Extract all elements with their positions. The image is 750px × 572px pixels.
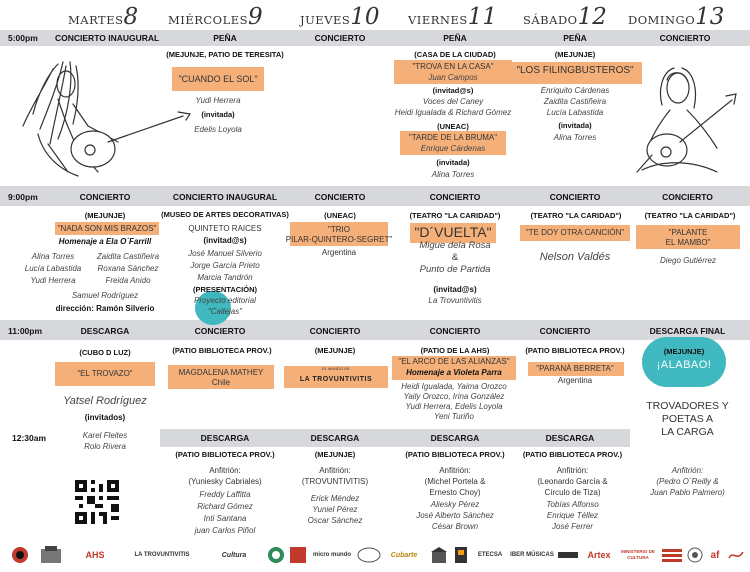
r1-vie-invited-label: (invitad@s): [432, 86, 474, 95]
day-header-domingo: DOMINGO13: [628, 4, 725, 30]
r4-vie-host-2: Ernesto Choy): [429, 488, 481, 497]
r2-header-vie: CONCIERTO: [429, 192, 481, 202]
r2-sab-venue: (TEATRO "LA CARIDAD"): [530, 211, 622, 220]
r2-mie-guest-1: José Manuel Silverio: [188, 249, 262, 258]
r2-dom-venue: (TEATRO "LA CARIDAD"): [644, 211, 736, 220]
r1-sab-venue: (MEJUNJE): [554, 50, 596, 59]
r4-mie-guest-3: Inti Santana: [203, 514, 247, 523]
r1-vie-artist: Juan Campos: [428, 73, 478, 82]
r2-vie-venue: (TEATRO "LA CARIDAD"): [409, 211, 501, 220]
r3-header-sab: CONCIERTO: [539, 326, 591, 336]
r1-header-dom: CONCIERTO: [659, 33, 711, 43]
sponsor-logo-building: [428, 544, 450, 566]
r3-mar-guest-1: Karel Fleites: [82, 431, 128, 440]
r4-vie-guest-1: Aliesky Pérez: [430, 500, 480, 509]
r2-mar-artist-3: Lucía Labastida: [24, 264, 82, 273]
sponsor-logo-red-square: [288, 544, 308, 566]
r2-vie-invited-label: (invitad@s): [433, 285, 477, 294]
sponsor-logo-af: af: [710, 549, 720, 561]
r3-header-mar: DESCARGA: [80, 326, 130, 336]
sponsor-logo-script-red: [726, 544, 746, 566]
r1-mie-artist: Yudi Herrera: [195, 96, 241, 105]
r2-sab-title: "TE DOY OTRA CANCIÓN": [525, 228, 625, 237]
r2-mie-venue: (MUSEO DE ARTES DECORATIVAS): [161, 210, 289, 219]
r2-mar-artist-4: Roxana Sánchez: [97, 264, 159, 273]
r2-header-sab: CONCIERTO: [549, 192, 601, 202]
r4-sab-host-2: Círculo de Tiza): [544, 488, 601, 497]
r2-vie-artist-2: Punto de Partida: [419, 264, 491, 275]
r4-vie-guest-2: José Alberto Sánchez: [416, 511, 494, 520]
day-header-miercoles: MIÉRCOLES9: [168, 4, 263, 30]
r4-header-mie: DESCARGA: [200, 433, 250, 443]
sponsor-logo-script: [356, 544, 382, 566]
r2-header-mie: CONCIERTO INAUGURAL: [172, 192, 278, 202]
r2-dom-artist: Diego Gutiérrez: [659, 256, 717, 265]
r4-sab-host-label: Anfitrión:: [556, 466, 589, 475]
qr-code-icon[interactable]: [75, 480, 119, 524]
r1-mie-title: "CUANDO EL SOL": [178, 74, 258, 84]
r4-mie-host: (Yuniesky Cabriales): [188, 477, 262, 486]
r2-jue-title-1: "TRIO: [328, 225, 350, 234]
r3-mie-venue: (PATIO BIBLIOTECA PROV.): [172, 346, 272, 355]
sponsor-logo-trovuntivitis: LA TROVUNTIVITIS: [134, 552, 190, 558]
sponsor-logo-ibermusicas: IBER MÚSICAS: [510, 552, 554, 558]
r2-dom-title-1: "PALANTE: [668, 228, 708, 237]
r2-jue-title-2: PILAR-QUINTERO-SEGRET": [285, 235, 393, 244]
sponsor-logo-circle-red: [10, 544, 30, 566]
r2-jue-country: Argentina: [321, 248, 357, 257]
r2-mar-subtitle: Homenaje a Ela O´Farrill: [58, 237, 152, 246]
r4-vie-host-1: (Michel Portela &: [424, 477, 486, 486]
sponsor-logo-p: [452, 544, 470, 566]
r3-dom-host-label: Anfitrión:: [671, 466, 704, 475]
r1-sab-member-3: Lucía Labastida: [546, 108, 604, 117]
r3-jue-logo: LA TROVUNTIVITIS: [299, 376, 373, 383]
r2-mar-artist-5: Yudi Herrera: [30, 276, 76, 285]
r3-dom-venue: (MEJUNJE): [663, 347, 705, 356]
sponsor-logo-cubarte: Cubarte: [390, 551, 418, 559]
day-header-viernes: VIERNES11: [408, 4, 498, 30]
r3-mie-title: MAGDALENA MATHEY: [178, 368, 264, 377]
r2-vie-ampersand: &: [451, 252, 459, 263]
sponsor-logo-ahs: AHS: [85, 550, 105, 560]
r1-mie-venue: (MEJUNJE, PATIO DE TERESITA): [166, 50, 284, 59]
r1-sab-guest: Alina Torres: [553, 133, 597, 142]
r1-mie-invited-label: (invitada): [201, 110, 235, 119]
r4-mie-venue: (PATIO BIBLIOTECA PROV.): [175, 450, 275, 459]
r4-jue-host: (TROVUNTIVITIS): [301, 477, 369, 486]
r1-sab-member-2: Zaidita Castiñeira: [543, 97, 607, 106]
r4-sab-host-1: (Leonardo García &: [537, 477, 608, 486]
r1-vie-venue-2: (UNEAC): [437, 122, 469, 131]
r1-vie-invited-label-2: (invitada): [436, 158, 470, 167]
r4-jue-guest-1: Erick Méndez: [310, 494, 360, 503]
r2-header-jue: CONCIERTO: [314, 192, 366, 202]
r3-mar-guest-2: Rolo Rivera: [84, 442, 126, 451]
r3-jue-logo-small: EL MUNDO DE: [322, 366, 350, 371]
r3-mie-country: Chile: [211, 378, 231, 387]
r3-vie-venue: (PATIO DE LA AHS): [420, 346, 490, 355]
r1-sab-member-1: Enriquito Cárdenas: [540, 86, 610, 95]
sponsor-logo-crest: [36, 544, 66, 566]
r3-vie-artist-4: Yeni Turiño: [434, 412, 474, 421]
r2-header-dom: CONCIERTO: [662, 192, 713, 202]
r1-header-vie: PEÑA: [443, 33, 467, 43]
r1-sab-invited-label: (invitada): [558, 121, 592, 130]
r2-dom-title-2: EL MAMBO": [665, 238, 711, 247]
sponsor-logo-etecsa: ETECSA: [477, 552, 503, 558]
day-header-jueves: JUEVES10: [300, 4, 380, 30]
sponsor-logo-stripes: [660, 544, 684, 566]
r4-sab-guest-2: Enrique Téllez: [546, 511, 599, 520]
r2-mie-presentation-label: (PRESENTACIÓN): [192, 285, 258, 294]
r3-sab-country: Argentina: [557, 376, 593, 385]
r2-mie-guest-2: Jorge García Prieto: [190, 261, 260, 270]
r2-mar-artist-6: Freida Anido: [105, 276, 151, 285]
r3-vie-artist-1: Heidi Igualada, Yaima Orozco: [401, 382, 507, 391]
r3-dom-line-2: POETAS A: [661, 413, 714, 425]
r1-header-jue: CONCIERTO: [314, 33, 366, 43]
r4-header-jue: DESCARGA: [310, 433, 360, 443]
r1-vie-title-2: "TARDE DE LA BRUMA": [408, 133, 498, 142]
r3-dom-title: ¡ALABAO!: [656, 359, 712, 371]
r2-mar-artist-1: Alina Torres: [31, 252, 75, 261]
r4-sab-guest-3: José Ferrer: [552, 522, 593, 531]
r3-vie-subtitle: Homenaje a Violeta Parra: [406, 368, 502, 377]
day-header-martes: MARTES8: [68, 4, 139, 30]
sponsor-logo-green-circle: [266, 544, 286, 566]
r2-jue-venue: (UNEAC): [324, 211, 356, 220]
r2-mar-artist-2: Zaidita Castiñeira: [96, 252, 160, 261]
r3-dom-host-2: Juan Pablo Palmero): [650, 488, 725, 497]
r4-mie-host-label: Anfitrión:: [209, 466, 241, 475]
r1-vie-guest-2: Heidi Igualada & Richard Gómez: [394, 108, 512, 117]
day-header-sabado: SÁBADO12: [523, 4, 607, 30]
r1-mie-guest: Edelis Loyola: [194, 125, 242, 134]
r1-header-mar: CONCIERTO INAUGURAL: [55, 33, 160, 43]
r3-mar-title: "EL TROVAZO": [77, 369, 133, 378]
r2-mar-artist-7: Samuel Rodríguez: [71, 291, 139, 300]
sponsor-logo-artex: Artex: [587, 550, 611, 560]
r3-header-dom: DESCARGA FINAL: [649, 326, 726, 336]
r1-vie-title: "TROVA EN LA CASA": [412, 62, 494, 71]
r3-mar-venue: (CUBO D LUZ): [79, 348, 131, 357]
r4-sab-guest-1: Tobías Alfonso: [546, 500, 599, 509]
r1-vie-guest-1: Voces del Caney: [422, 97, 484, 106]
r2-vie-artist-1: Migue dela Rosa: [419, 240, 491, 251]
sponsor-logo-seal: [686, 544, 704, 566]
r3-dom-line-3: LA CARGA: [661, 426, 714, 438]
r3-sab-venue: (PATIO BIBLIOTECA PROV.): [525, 346, 625, 355]
r2-sab-artist: Nelson Valdés: [539, 251, 611, 263]
r1-vie-guest-3: Alina Torres: [431, 170, 475, 179]
time-5pm: 5:00pm: [8, 33, 38, 43]
r3-dom-host-1: (Pedro O´Reilly &: [656, 477, 719, 486]
r3-vie-artist-2: Yaily Orozco, Irina González: [403, 392, 505, 401]
sponsor-logo-band: [556, 544, 580, 566]
r2-mie-guest-3: Marcia Tandrón: [197, 273, 253, 282]
r2-mar-venue: (MEJUNJE): [84, 211, 126, 220]
r4-mie-guest-2: Richard Gómez: [197, 502, 253, 511]
r4-mie-guest-4: juan Carlos Piñol: [194, 526, 256, 535]
r4-mie-guest-1: Freddy Laffitta: [199, 490, 251, 499]
r4-vie-venue: (PATIO BIBLIOTECA PROV.): [405, 450, 505, 459]
r4-jue-guest-2: Yuniel Pérez: [312, 505, 358, 514]
r3-header-vie: CONCIERTO: [429, 326, 481, 336]
r2-mie-invited-label: (invitad@s): [203, 236, 247, 245]
r1-vie-artist-2: Enrique Cárdenas: [420, 144, 486, 153]
r3-vie-artist-3: Yudi Herrera, Edelis Loyola: [405, 402, 503, 411]
time-1230am: 12:30am: [12, 433, 47, 443]
sponsor-logo-cultura: Cultura: [221, 551, 247, 559]
r4-header-vie: DESCARGA: [430, 433, 480, 443]
r1-sab-title: "LOS FILINGBUSTEROS": [516, 65, 634, 76]
r2-mar-director: dirección: Ramón Silverio: [55, 304, 155, 313]
r2-vie-title: "D´VUELTA": [414, 224, 492, 240]
r2-mar-title: "NADA SON MIS BRAZOS": [57, 224, 157, 233]
r1-header-mie: PEÑA: [213, 33, 237, 43]
r3-vie-title: "EL ARCO DE LAS ALIANZAS": [398, 357, 510, 366]
r3-header-mie: CONCIERTO: [194, 326, 246, 336]
r2-header-mar: CONCIERTO: [79, 192, 131, 202]
r2-mie-presentation-1: Proyecto editorial: [194, 296, 256, 305]
r4-vie-host-label: Anfitrión:: [439, 466, 471, 475]
r3-sab-title: "PARANÁ BERRETA": [536, 364, 614, 373]
time-9pm: 9:00pm: [8, 192, 38, 202]
r2-mie-title: QUINTETO RAICES: [188, 224, 262, 233]
r3-mar-artist: Yatsel Rodríguez: [63, 395, 147, 407]
sponsor-logo-ministerio: MINISTERIO DE CULTURA: [621, 549, 655, 560]
r4-jue-guest-3: Oscar Sánchez: [307, 516, 363, 525]
r4-sab-venue: (PATIO BIBLIOTECA PROV.): [522, 450, 623, 459]
r3-header-jue: CONCIERTO: [309, 326, 361, 336]
r1-vie-venue: (CASA DE LA CIUDAD): [414, 50, 496, 59]
r3-dom-line-1: TROVADORES Y: [646, 400, 729, 412]
r3-mar-invited-label: (invitados): [84, 413, 126, 422]
r4-vie-guest-3: César Brown: [431, 522, 479, 531]
r2-vie-guest: La Trovuntivitis: [428, 296, 482, 305]
r4-header-sab: DESCARGA: [545, 433, 595, 443]
r1-header-sab: PEÑA: [563, 33, 587, 43]
r2-mie-presentation-2: "Callejas": [207, 307, 243, 316]
r3-jue-venue: (MEJUNJE): [314, 346, 356, 355]
time-11pm: 11:00pm: [8, 326, 43, 336]
r4-jue-host-label: Anfitrión:: [319, 466, 351, 475]
sponsor-logo-micromundo: micro mundo: [312, 552, 351, 558]
r4-jue-venue: (MEJUNJE): [314, 450, 356, 459]
